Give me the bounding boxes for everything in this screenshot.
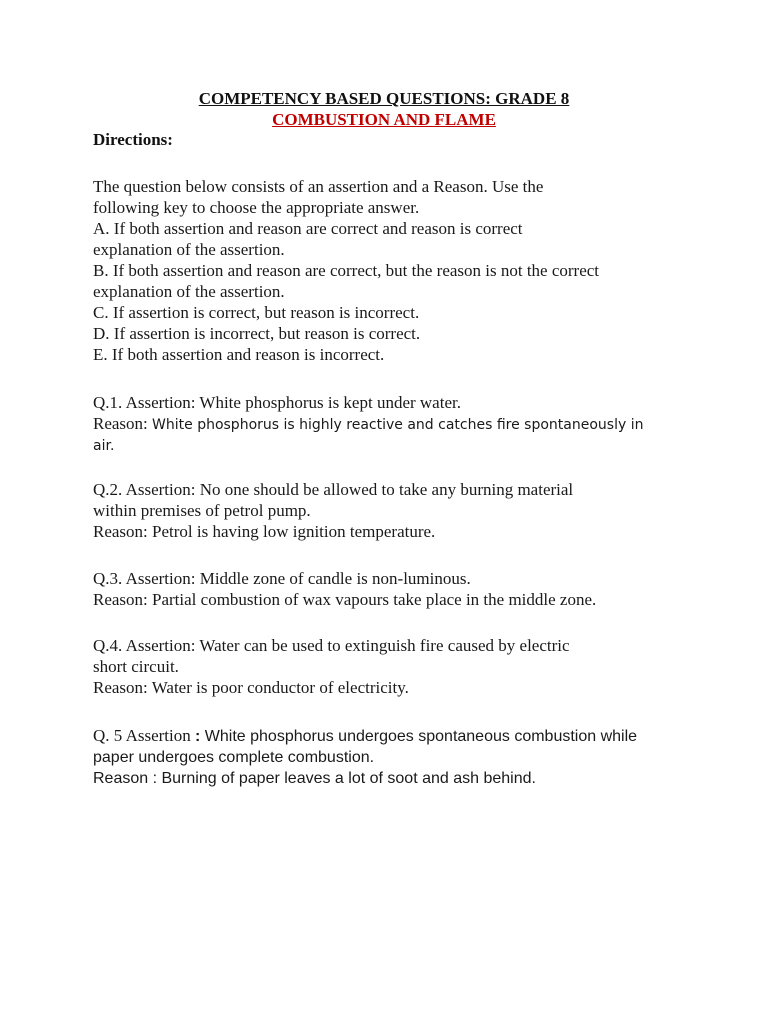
question-4-assertion-cont: short circuit. — [93, 657, 179, 676]
page-title: COMPETENCY BASED QUESTIONS: GRADE 8 — [198, 89, 570, 108]
assertion-colon: : — [195, 728, 201, 745]
assertion-prefix: Q. 5 Assertion — [93, 726, 195, 745]
question-1-reason-cont: air. — [93, 438, 115, 454]
question-3-assertion: Q.3. Assertion: Middle zone of candle is non-luminous. — [93, 569, 471, 588]
question-5-assertion-cont: paper undergoes complete combustion. — [93, 749, 375, 766]
reason-text: White phosphorus is highly reactive and catches fire spontaneously in — [152, 417, 644, 433]
question-5-assertion — [93, 725, 683, 747]
question-2-assertion-cont: within premises of petrol pump. — [93, 501, 311, 520]
question-5 — [93, 725, 683, 789]
question-1-assertion: Q.1. Assertion: White phosphorus is kept under water. — [93, 393, 461, 412]
instruction-line: The question below consists of an assertion and a Reason. Use the — [93, 177, 544, 196]
directions-heading: Directions: — [93, 130, 173, 149]
option-b-cont: explanation of the assertion. — [93, 282, 285, 301]
question-4-assertion: Q.4. Assertion: Water can be used to extinguish fire caused by electric — [93, 636, 570, 655]
question-3 — [93, 568, 683, 610]
option-e: E. If both assertion and reason is incorrect. — [93, 345, 385, 364]
option-a: A. If both assertion and reason are correct and reason is correct — [93, 219, 523, 238]
option-b: B. If both assertion and reason are correct, but the reason is not the correct — [93, 261, 600, 280]
question-2 — [93, 479, 683, 542]
option-c: C. If assertion is correct, but reason is incorrect. — [93, 303, 420, 322]
instructions-block — [93, 176, 683, 365]
question-4-reason: Reason: Water is poor conductor of electricity. — [93, 678, 409, 697]
question-1 — [93, 392, 683, 457]
reason-prefix: Reason: — [93, 414, 153, 433]
page-subtitle: COMBUSTION AND FLAME — [272, 110, 496, 129]
option-a-cont: explanation of the assertion. — [93, 240, 285, 259]
instruction-line: following key to choose the appropriate answer. — [93, 198, 420, 217]
question-3-reason: Reason: Partial combustion of wax vapours take place in the middle zone. — [93, 590, 597, 609]
question-1-reason — [93, 413, 683, 436]
question-2-reason: Reason: Petrol is having low ignition temperature. — [93, 522, 436, 541]
question-2-assertion: Q.2. Assertion: No one should be allowed to take any burning material — [93, 480, 574, 499]
assertion-text: White phosphorus undergoes spontaneous combustion while — [200, 728, 638, 745]
option-d: D. If assertion is incorrect, but reason is correct. — [93, 324, 421, 343]
question-5-reason: Reason : Burning of paper leaves a lot of soot and ash behind. — [93, 770, 536, 787]
question-4 — [93, 635, 683, 698]
